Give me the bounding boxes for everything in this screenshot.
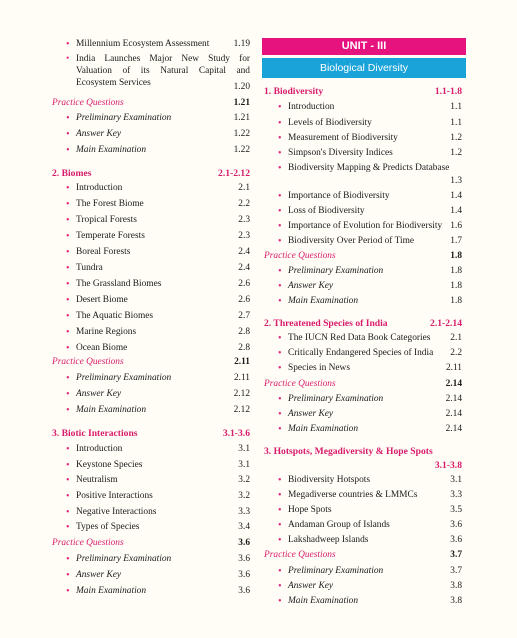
list-item-page: 2.3 (238, 215, 250, 225)
list-item-label: • Marine Regions (76, 327, 136, 338)
list-item-page: 1.19 (233, 39, 250, 49)
list-item-label: • Introduction (76, 183, 122, 194)
list-item-page: 1.20 (233, 82, 250, 92)
list-item-page: 3.3 (450, 490, 462, 500)
section-heading-label: 2. Threatened Species of India (264, 318, 388, 329)
list-item-page: 2.6 (238, 279, 250, 289)
list-item (264, 363, 462, 374)
practice-questions-label: Practice Questions (264, 251, 336, 261)
list-item-label: • Lakshadweep Islands (288, 535, 368, 546)
list-item-label: • The Grassland Biomes (76, 279, 161, 290)
list-item (52, 183, 250, 194)
practice-item-label: • Answer Key (288, 409, 333, 420)
list-item-page: 2.8 (238, 343, 250, 353)
list-item-page: 2.1 (238, 183, 250, 193)
list-item (264, 133, 462, 144)
section-heading (264, 86, 462, 97)
list-item-label: • Tropical Forests (76, 215, 137, 226)
list-item-label: • Desert Biome (76, 295, 128, 306)
list-item (52, 475, 250, 486)
practice-item-label: • Preliminary Examination (76, 373, 171, 384)
list-item (52, 507, 250, 518)
practice-item-page: 2.14 (445, 394, 462, 404)
bullet-icon: • (66, 54, 70, 64)
practice-item-label: • Main Examination (288, 424, 358, 435)
practice-item (52, 113, 250, 124)
practice-questions-label: Practice Questions (52, 538, 124, 548)
list-item-label: • Positive Interactions (76, 491, 153, 502)
list-item-label: • Types of Species (76, 522, 139, 533)
list-item-label: • Andaman Group of Islands (288, 520, 390, 531)
unit-title: Biological Diversity (262, 58, 466, 78)
list-item-page: 3.6 (450, 535, 462, 545)
list-item-label: • Species in News (288, 363, 350, 374)
practice-item-page: 1.22 (233, 129, 250, 139)
practice-item-page: 2.11 (233, 373, 250, 383)
list-item-label: • Tundra (76, 263, 103, 274)
list-item (52, 263, 250, 274)
practice-item (264, 424, 462, 435)
list-item (264, 148, 462, 159)
list-item-label: • The Aquatic Biomes (76, 311, 153, 322)
list-item-page: 1.6 (450, 221, 462, 231)
list-item (264, 333, 462, 344)
list-item-label: • Biodiversity Hotspots (288, 475, 370, 486)
list-item-page: 1.1 (450, 118, 462, 128)
list-item-label: • Loss of Biodiversity (288, 206, 365, 217)
list-item (52, 327, 250, 338)
list-item-page: 2.3 (238, 231, 250, 241)
practice-item-page: 1.8 (450, 296, 462, 306)
practice-questions (264, 251, 462, 262)
practice-questions-page: 3.6 (238, 538, 250, 548)
practice-item (52, 405, 250, 416)
practice-questions-page: 1.21 (233, 98, 250, 108)
practice-item-page: 1.22 (233, 145, 250, 155)
list-item (52, 343, 250, 354)
list-item-page: 1.4 (450, 191, 462, 201)
practice-questions (52, 538, 250, 549)
list-item (264, 490, 462, 501)
practice-item (264, 266, 462, 277)
section-heading (264, 318, 462, 329)
list-item (52, 199, 250, 210)
list-item-page-row (52, 82, 250, 93)
list-item (264, 236, 462, 247)
list-item (52, 311, 250, 322)
list-item (52, 279, 250, 290)
list-item-label: • Ocean Biome (76, 343, 127, 354)
list-item-label: • Negative Interactions (76, 507, 156, 518)
practice-item-label: • Preliminary Examination (76, 554, 171, 565)
list-item-label: • Millennium Ecosystem Assessment (76, 39, 209, 50)
practice-item (52, 570, 250, 581)
practice-item-page: 3.8 (450, 581, 462, 591)
list-item-page: 2.4 (238, 263, 250, 273)
list-item-page: 2.8 (238, 327, 250, 337)
practice-item-page: 3.6 (238, 554, 250, 564)
practice-item-page: 3.7 (450, 566, 462, 576)
practice-item-page: 1.21 (233, 113, 250, 123)
practice-item (264, 596, 462, 607)
list-item-label: • Boreal Forests (76, 247, 130, 258)
list-item-page: 3.2 (238, 491, 250, 501)
list-item (52, 522, 250, 533)
practice-item-label: • Answer Key (288, 281, 333, 292)
list-item-label: • Hope Spots (288, 505, 332, 516)
practice-item (52, 145, 250, 156)
practice-item-page: 3.6 (238, 586, 250, 596)
practice-item-page: 2.12 (233, 389, 250, 399)
list-item-page: 1.2 (450, 133, 462, 143)
list-item-page: 3.2 (238, 475, 250, 485)
list-item-label: • Biodiversity Mapping & Predicts Database (288, 163, 449, 174)
list-item (264, 163, 462, 187)
practice-questions-page: 3.7 (450, 550, 462, 560)
list-item-label: • Levels of Biodiversity (288, 118, 372, 129)
section-heading (52, 168, 250, 179)
list-item-page: 2.4 (238, 247, 250, 257)
list-item-page: 2.1 (450, 333, 462, 343)
list-item-label: • The Forest Biome (76, 199, 144, 210)
list-item (264, 191, 462, 202)
practice-item (264, 394, 462, 405)
section-heading (52, 428, 250, 439)
practice-item-page: 1.8 (450, 281, 462, 291)
list-item (264, 348, 462, 359)
practice-questions (264, 550, 462, 561)
list-item-label: • Importance of Biodiversity (288, 191, 390, 202)
list-item (52, 491, 250, 502)
practice-item-label: • Preliminary Examination (76, 113, 171, 124)
practice-item (264, 296, 462, 307)
practice-item-label: • Answer Key (76, 129, 121, 140)
practice-item (264, 566, 462, 577)
section-heading-page: 3.1-3.6 (222, 428, 250, 439)
practice-questions (52, 357, 250, 368)
list-item-page: 3.4 (238, 522, 250, 532)
practice-item (52, 129, 250, 140)
section-heading-page: 1.1-1.8 (434, 86, 462, 97)
practice-item-label: • Preliminary Examination (288, 394, 383, 405)
section-heading (264, 446, 462, 472)
list-item-label: • Introduction (288, 102, 334, 113)
list-item (264, 221, 462, 232)
practice-questions-page: 2.11 (234, 357, 250, 367)
list-item (52, 295, 250, 306)
list-item-label: • Keystone Species (76, 460, 142, 471)
list-item (264, 475, 462, 486)
list-item-page: 2.11 (445, 363, 462, 373)
practice-item-label: • Main Examination (76, 586, 146, 597)
section-heading-label: 3. Hotspots, Megadiversity & Hope Spots (264, 446, 433, 457)
practice-item-label: • Main Examination (76, 145, 146, 156)
practice-questions-page: 2.14 (445, 379, 462, 389)
list-item-page: 3.5 (450, 505, 462, 515)
list-item-page: 3.1 (238, 444, 250, 454)
list-item-label: • Temperate Forests (76, 231, 145, 242)
list-item (264, 206, 462, 217)
practice-item-page: 2.14 (445, 409, 462, 419)
list-item-page: 3.1 (238, 460, 250, 470)
practice-questions (264, 379, 462, 390)
list-item-page: 1.1 (450, 102, 462, 112)
list-item-page: 1.7 (450, 236, 462, 246)
section-heading-page: 3.1-3.8 (434, 460, 462, 471)
list-item-label: • Importance of Evolution for Biodiversity (288, 221, 442, 232)
list-item (264, 102, 462, 113)
practice-item (264, 581, 462, 592)
list-item-label: • Biodiversity Over Period of Time (288, 236, 414, 247)
practice-item-label: • Preliminary Examination (288, 266, 383, 277)
list-item-label: • Neutralism (76, 475, 118, 486)
list-item-label: • Megadiverse countries & LMMCs (288, 490, 417, 501)
unit-label: UNIT - III (262, 38, 466, 55)
practice-item-page: 1.8 (450, 266, 462, 276)
practice-item-label: • Answer Key (76, 389, 121, 400)
practice-item (52, 389, 250, 400)
practice-item-page: 3.8 (450, 596, 462, 606)
list-item-page: 3.6 (450, 520, 462, 530)
practice-item-page: 3.6 (238, 570, 250, 580)
list-item-label: • Measurement of Biodiversity (288, 133, 398, 144)
list-item (52, 444, 250, 455)
list-item-page: 1.4 (450, 206, 462, 216)
list-item-label: • Critically Endangered Species of India (288, 348, 433, 359)
section-heading-label: 3. Biotic Interactions (52, 428, 138, 439)
practice-item (52, 586, 250, 597)
section-heading-page: 2.1-2.14 (430, 318, 462, 329)
practice-questions (52, 98, 250, 109)
practice-questions-label: Practice Questions (52, 98, 124, 108)
list-item (52, 231, 250, 242)
practice-questions-page: 1.8 (450, 251, 462, 261)
list-item-label: India Launches Major New Study for Valuation of its Natural Capital and Ecosystem Services (76, 54, 250, 88)
practice-item (264, 409, 462, 420)
list-item-label: • Simpson's Diversity Indices (288, 148, 393, 159)
list-item-page: 1.3 (450, 176, 462, 186)
list-item (264, 520, 462, 531)
list-item (52, 39, 250, 50)
list-item-page: 2.7 (238, 311, 250, 321)
list-item (264, 535, 462, 546)
practice-item-page: 2.12 (233, 405, 250, 415)
list-item-page: 3.3 (238, 507, 250, 517)
section-heading-label: 1. Biodiversity (264, 86, 324, 97)
list-item (52, 215, 250, 226)
list-item (264, 505, 462, 516)
list-item-page: 2.6 (238, 295, 250, 305)
list-item-page: 1.2 (450, 148, 462, 158)
practice-item-label: • Preliminary Examination (288, 566, 383, 577)
practice-item-label: • Main Examination (76, 405, 146, 416)
practice-item-label: • Main Examination (288, 296, 358, 307)
section-heading-page: 2.1-2.12 (218, 168, 250, 179)
practice-item-label: • Main Examination (288, 596, 358, 607)
list-item-label: • Introduction (76, 444, 122, 455)
practice-item (52, 373, 250, 384)
practice-item-page: 2.14 (445, 424, 462, 434)
practice-questions-label: Practice Questions (264, 550, 336, 560)
list-item-page: 2.2 (450, 348, 462, 358)
practice-questions-label: Practice Questions (264, 379, 336, 389)
practice-item (264, 281, 462, 292)
list-item-page: 3.1 (450, 475, 462, 485)
list-item-label: • The IUCN Red Data Book Categories (288, 333, 430, 344)
list-item (52, 247, 250, 258)
list-item (264, 118, 462, 129)
list-item (52, 460, 250, 471)
practice-item-label: • Answer Key (76, 570, 121, 581)
practice-item (52, 554, 250, 565)
practice-item-label: • Answer Key (288, 581, 333, 592)
practice-questions-label: Practice Questions (52, 357, 124, 367)
section-heading-label: 2. Biomes (52, 168, 92, 179)
list-item-page: 2.2 (238, 199, 250, 209)
